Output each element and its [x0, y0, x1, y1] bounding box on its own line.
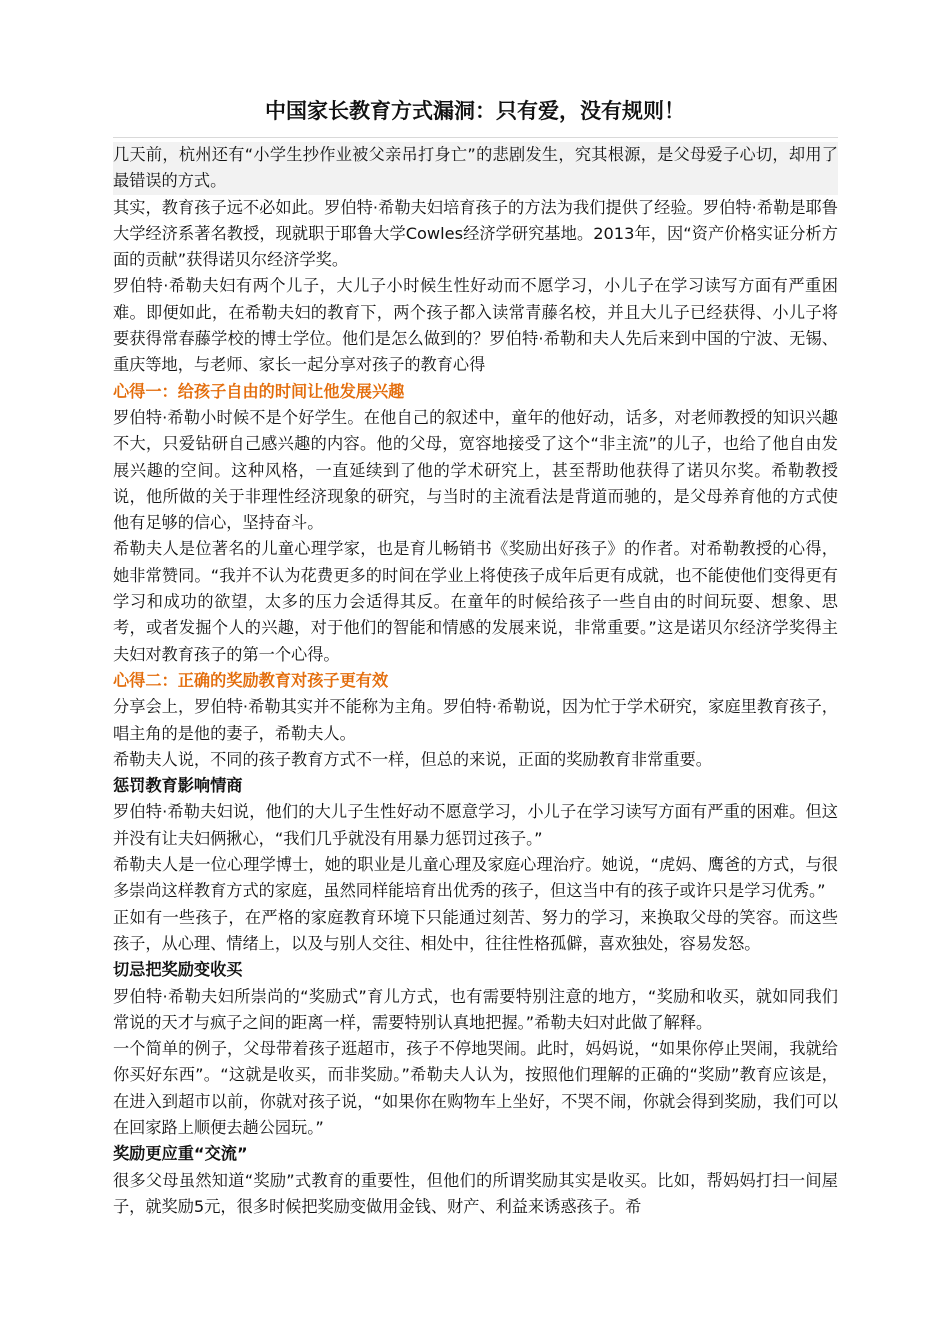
body-paragraph: 罗伯特·希勒夫妇有两个儿子，大儿子小时候生性好动而不愿学习，小儿子在学习读写方面有严重困难。即便如此，在希勒夫妇的教育下，两个孩子都入读常青藤名校，并且大儿子已经获得、小儿子将要获得常春藤学校的博士学位。他们是怎么做到的？罗伯特·希勒和夫人先后来到中国的宁波、无锡、重庆等地，与老师、家长一起分享对孩子的教育心得	[113, 276, 838, 375]
subsection-heading: 奖励更应重“交流”	[113, 1144, 248, 1164]
document-title: 中国家长教育方式漏洞：只有爱，没有规则！	[265, 99, 685, 123]
body-paragraph: 几天前，杭州还有“小学生抄作业被父亲吊打身亡”的悲剧发生，究其根源，是父母爱子心切，却用了最错误的方式。	[113, 142, 838, 195]
body-paragraph: 罗伯特·希勒小时候不是个好学生。在他自己的叙述中，童年的他好动，话多，对老师教授的知识兴趣不大，只爱钻研自己感兴趣的内容。他的父母，宽容地接受了这个“非主流”的儿子，也给了他自由发展兴趣的空间。这种风格，一直延续到了他的学术研究上，甚至帮助他获得了诺贝尔奖。希勒教授说，他所做的关于非理性经济现象的研究，与当时的主流看法是背道而驰的，是父母养育他的方式使他有足够的信心，坚持奋斗。	[113, 407, 838, 533]
subsection-heading: 惩罚教育影响情商	[113, 776, 243, 796]
body-paragraph: 其实，教育孩子远不必如此。罗伯特·希勒夫妇培育孩子的方法为我们提供了经验。罗伯特·希勒是耶鲁大学经济系著名教授，现就职于耶鲁大学Cowles经济学研究基地。2013年，因“资产价格实证分析方面的贡献”获得诺贝尔经济学奖。	[113, 197, 838, 270]
body-paragraph: 希勒夫人是位著名的儿童心理学家，也是育儿畅销书《奖励出好孩子》的作者。对希勒教授的心得，她非常赞同。“我并不认为花费更多的时间在学业上将使孩子成年后更有成就，也不能使他们变得更有学习和成功的欲望，太多的压力会适得其反。在童年的时候给孩子一些自由的时间玩耍、想象、思考，或者发掘个人的兴趣，对于他们的智能和情感的发展来说，非常重要。”这是诺贝尔经济学奖得主夫妇对教育孩子的第一个心得。	[113, 539, 838, 664]
body-paragraph: 分享会上，罗伯特·希勒其实并不能称为主角。罗伯特·希勒说，因为忙于学术研究，家庭里教育孩子，唱主角的是他的妻子，希勒夫人。	[113, 697, 838, 743]
body-paragraph: 正如有一些孩子，在严格的家庭教育环境下只能通过刻苦、努力的学习，来换取父母的笑容。而这些孩子，从心理、情绪上，以及与别人交往、相处中，往往性格孤僻，喜欢独处，容易发怒。	[113, 907, 838, 953]
body-paragraph: 罗伯特·希勒夫妇说，他们的大儿子生性好动不愿意学习，小儿子在学习读写方面有严重的困难。但这并没有让夫妇俩揪心，“我们几乎就没有用暴力惩罚过孩子。”	[113, 802, 838, 848]
section-heading: 心得一：给孩子自由的时间让他发展兴趣	[113, 381, 405, 401]
section-heading: 心得二：正确的奖励教育对孩子更有效	[113, 670, 389, 690]
title-divider	[113, 137, 838, 138]
body-paragraph: 希勒夫人说，不同的孩子教育方式不一样，但总的来说，正面的奖励教育非常重要。	[113, 749, 712, 769]
body-paragraph: 一个简单的例子，父母带着孩子逛超市，孩子不停地哭闹。此时，妈妈说，“如果你停止哭闹，我就给你买好东西”。“这就是收买，而非奖励。”希勒夫人认为，按照他们理解的正确的“奖励”教育应该是，在进入到超市以前，你就对孩子说，“如果你在购物车上坐好，不哭不闹，你就会得到奖励，我们可以在回家路上顺便去趟公园玩。”	[113, 1039, 838, 1137]
document-body	[113, 142, 838, 1220]
body-paragraph: 罗伯特·希勒夫妇所崇尚的“奖励式”育儿方式，也有需要特别注意的地方，“奖励和收买，就如同我们常说的天才与疯子之间的距离一样，需要特别认真地把握。”希勒夫妇对此做了解释。	[113, 986, 838, 1032]
body-paragraph: 希勒夫人是一位心理学博士，她的职业是儿童心理及家庭心理治疗。她说，“虎妈、鹰爸的方式，与很多崇尚这样教育方式的家庭，虽然同样能培育出优秀的孩子，但这当中有的孩子或许只是学习优秀。”	[113, 855, 838, 901]
subsection-heading: 切忌把奖励变收买	[113, 960, 243, 980]
body-paragraph: 很多父母虽然知道“奖励”式教育的重要性，但他们的所谓奖励其实是收买。比如，帮妈妈打扫一间屋子，就奖励5元，很多时候把奖励变做用金钱、财产、利益来诱惑孩子。希	[113, 1170, 838, 1216]
